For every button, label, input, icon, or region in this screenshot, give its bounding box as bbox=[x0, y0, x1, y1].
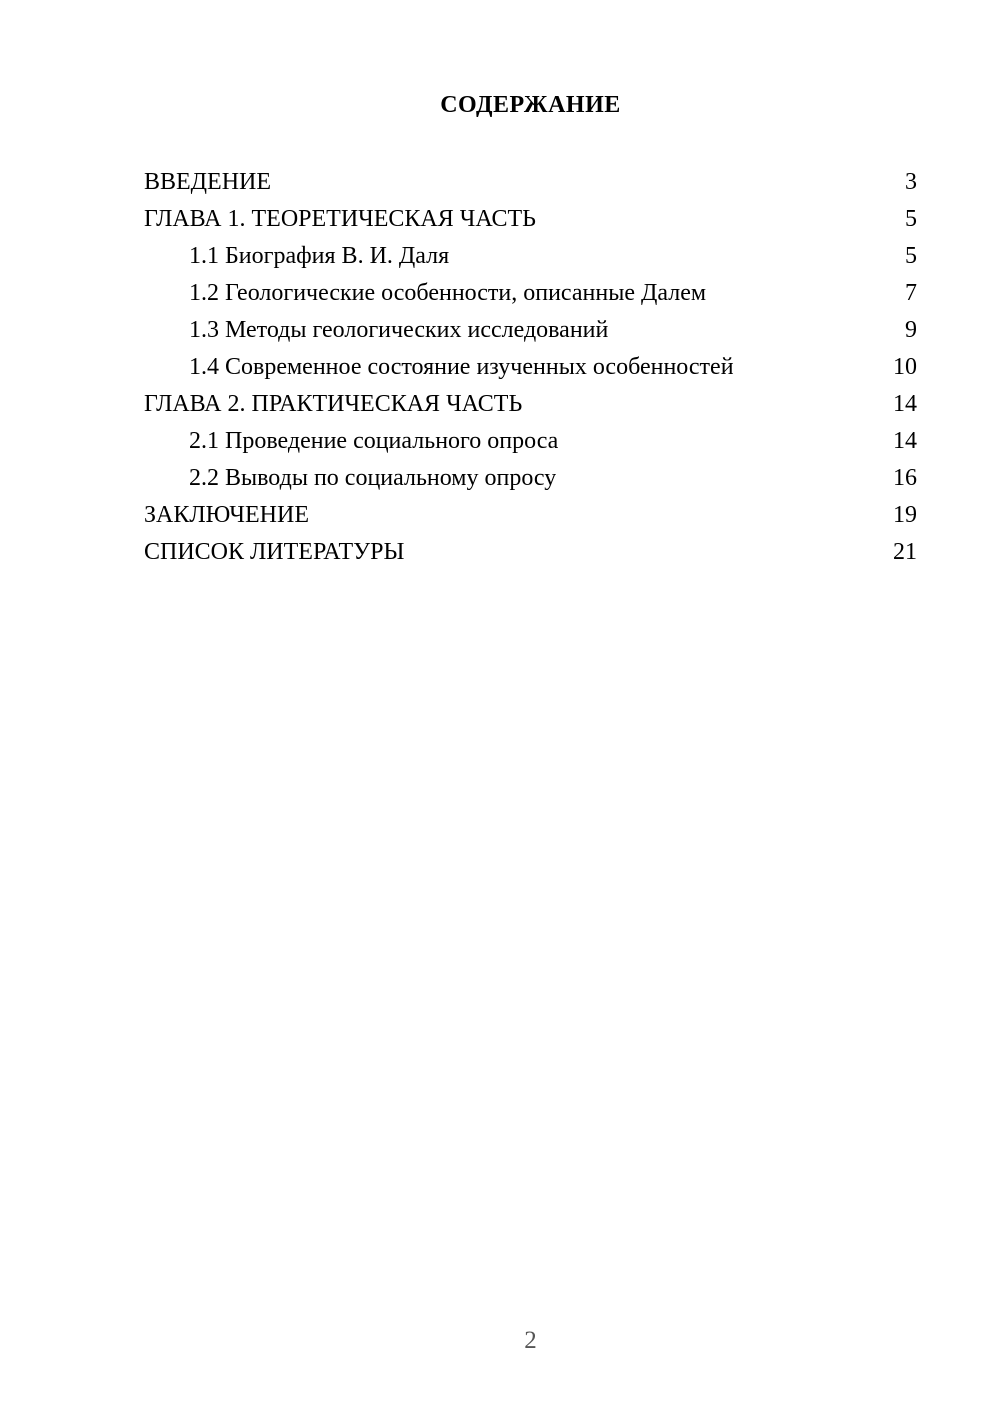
toc-row bbox=[144, 423, 917, 460]
toc-entry-page: 9 bbox=[905, 317, 917, 343]
toc-row bbox=[144, 349, 917, 386]
toc-entry-page: 10 bbox=[893, 354, 917, 380]
toc-row bbox=[144, 460, 917, 497]
toc-entry-label: ГЛАВА 1. ТЕОРЕТИЧЕСКАЯ ЧАСТЬ bbox=[144, 206, 536, 232]
footer-page-number: 2 bbox=[524, 1327, 537, 1354]
toc-entry-label: ГЛАВА 2. ПРАКТИЧЕСКАЯ ЧАСТЬ bbox=[144, 391, 523, 417]
toc-row bbox=[144, 164, 917, 201]
toc-entry-label: 1.1 Биография В. И. Даля bbox=[189, 243, 450, 269]
toc-entry-page: 14 bbox=[893, 428, 917, 454]
toc-entry-label: ЗАКЛЮЧЕНИЕ bbox=[144, 502, 309, 528]
toc-row bbox=[144, 497, 917, 534]
toc-row bbox=[144, 238, 917, 275]
page-title: СОДЕРЖАНИЕ bbox=[440, 92, 621, 118]
toc-entry-label: 2.1 Проведение социального опроса bbox=[189, 428, 559, 454]
toc-entry-label: 1.3 Методы геологических исследований bbox=[189, 317, 609, 343]
toc-row bbox=[144, 312, 917, 349]
toc-entry-page: 19 bbox=[893, 502, 917, 528]
toc-entry-page: 7 bbox=[905, 280, 917, 306]
toc-row bbox=[144, 386, 917, 423]
toc-entry-label: СПИСОК ЛИТЕРАТУРЫ bbox=[144, 539, 405, 565]
toc-entry-label: 1.4 Современное состояние изученных особенностей bbox=[189, 354, 734, 380]
toc-row bbox=[144, 534, 917, 571]
toc-entry-page: 14 bbox=[893, 391, 917, 417]
toc-entry-page: 5 bbox=[905, 206, 917, 232]
toc-entry-page: 3 bbox=[905, 169, 917, 195]
toc-entry-label: 2.2 Выводы по социальному опросу bbox=[189, 465, 557, 491]
toc-row bbox=[144, 201, 917, 238]
toc-entry-page: 16 bbox=[893, 465, 917, 491]
toc-entry-label: ВВЕДЕНИЕ bbox=[144, 169, 272, 195]
toc-list bbox=[144, 164, 917, 571]
toc-entry-page: 5 bbox=[905, 243, 917, 269]
toc-entry-label: 1.2 Геологические особенности, описанные Далем bbox=[189, 280, 707, 306]
toc-entry-page: 21 bbox=[893, 539, 917, 565]
toc-row bbox=[144, 275, 917, 312]
